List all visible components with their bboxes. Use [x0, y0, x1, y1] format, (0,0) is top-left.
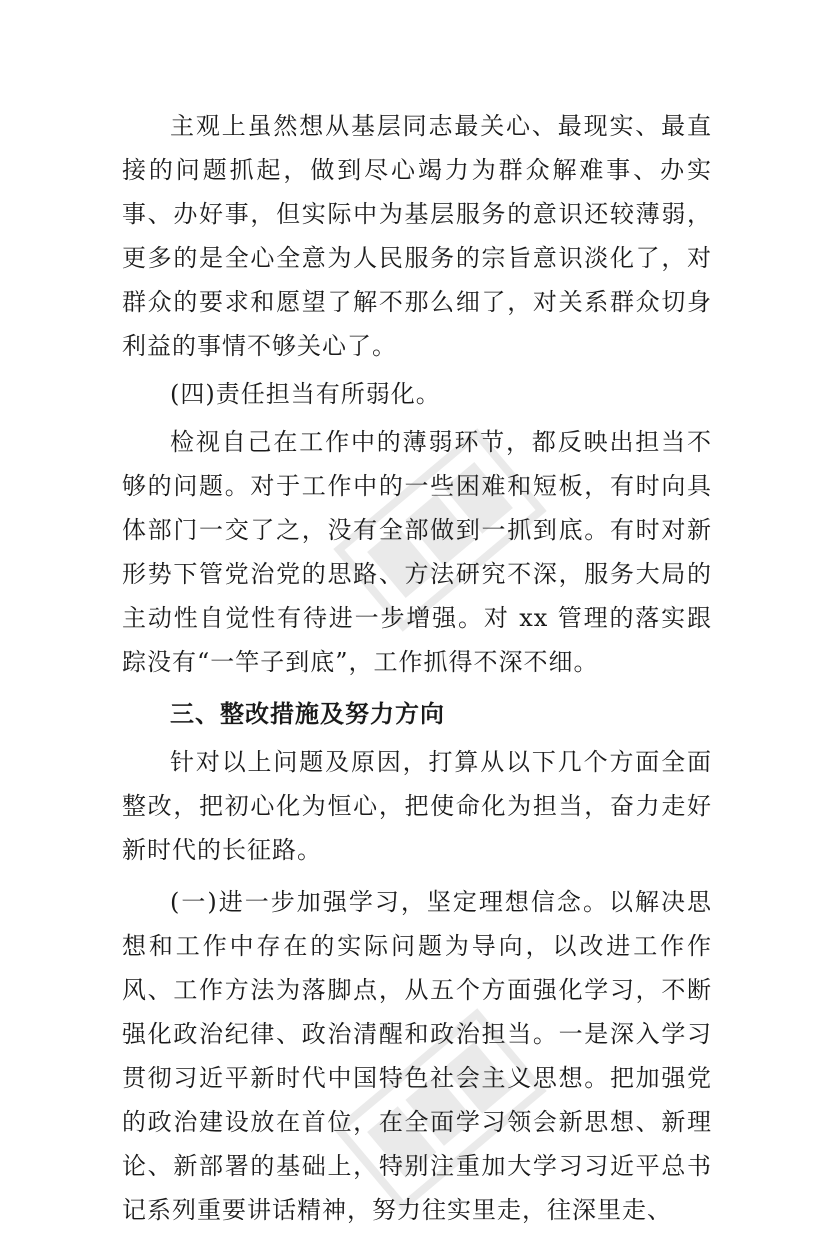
subheading-responsibility: (四)责任担当有所弱化。 [170, 380, 441, 408]
paragraph-body: 主观上虽然想从基层同志最关心、最现实、最直接的问题抓起，做到尽心竭力为群众解难事、办实事、办好事，但实际中为基层服务的意识还较薄弱，更多的是全心全意为人民服务的宗旨意识淡化了，对群众的要求和愿望了解不那么细了，对关系群众切身利益的事情不够关心了。 [122, 112, 712, 360]
document-body [122, 104, 712, 1232]
section-heading-rectification: 三、整改措施及努力方向 [170, 700, 445, 728]
paragraph-body: 针对以上问题及原因，打算从以下几个方面全面整改，把初心化为恒心，把使命化为担当，奋力走好新时代的长征路。 [122, 748, 712, 864]
paragraph-body: (一)进一步加强学习，坚定理想信念。以解决思想和工作中存在的实际问题为导向，以改进工作作风、工作方法为落脚点，从五个方面强化学习，不断强化政治纪律、政治清醒和政治担当。一是深入学习贯彻习近平新时代中国特色社会主义思想。把加强党的政治建设放在首位，在全面学习领会新思想、新理论、新部署的基础上，特别注重加大学习习近平总书记系列重要讲话精神，努力往实里走，往深里走、 [122, 888, 712, 1224]
paragraph-body: 检视自己在工作中的薄弱环节，都反映出担当不够的问题。对于工作中的一些困难和短板，有时向具体部门一交了之，没有全部做到一抓到底。有时对新形势下管党治党的思路、方法研究不深，服务大局的主动性自觉性有待进一步增强。对 xx 管理的落实跟踪没有“一竿子到底”，工作抓得不深不细。 [122, 428, 712, 676]
